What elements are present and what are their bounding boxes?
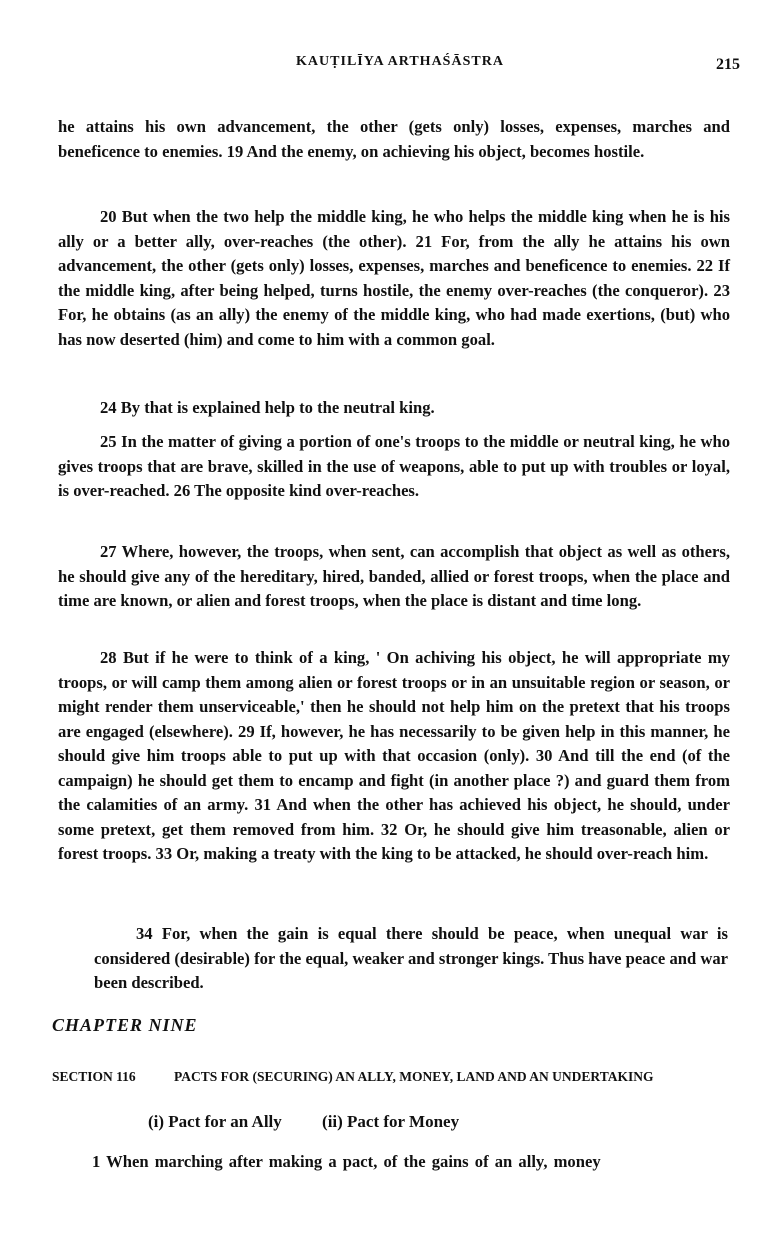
paragraph-27: 27 Where, however, the troops, when sent, can accomplish that object as well as others, he should give any of the hereditary, hired, banded, allied or forest troops, when the place and time are known, or alien and forest troops, when the place is distant and time long. (58, 542, 730, 610)
paragraph-25: 25 In the matter of giving a portion of one's troops to the middle or neutral king, he who gives troops that are brave, skilled in the use of weapons, able to put up with troubles or loyal, is over-reached. 26 The opposite kind over-reaches. (58, 432, 730, 500)
paragraph-28: 28 But if he were to think of a king, ' On achiving his object, he will appropriate my troops, or will camp them among alien or forest troops or in an unsuitable region or season, or might render them unserviceable,' then he should not help him on the pretext that his troops are engaged (elsewhere). 29 If, however, he has necessarily to be given help in this manner, he should give him troops able to put up with that occasion (only). 30 And till the end (of the campaign) he should get them to encamp and fight (in another place ?) and guard them from the calamities of an army. 31 And when the other has achieved his object, he should, under some pretext, get them removed from him. 32 Or, he should give him treasonable, alien or forest troops. 33 Or, making a treaty with the king to be attacked, he should over-reach him. (58, 648, 730, 863)
paragraph-continuation: he attains his own advancement, the other (gets only) losses, expenses, marches and beneficence to enemies. 19 And the enemy, on achieving his object, becomes hostile. (58, 117, 730, 161)
section-title: PACTS FOR (SECURING) AN ALLY, MONEY, LAND AND AN UNDERTAKING (174, 1069, 654, 1084)
section-heading (52, 1068, 672, 1085)
page-header (60, 54, 740, 78)
paragraph-20: 20 But when the two help the middle king, he who helps the middle king when he is his ally or a better ally, over-reaches (the other). 21 For, from the ally he attains his own advancement, the other (gets only) losses, expenses, marches and beneficence to enemies. 22 If the middle king, after being helped, turns hostile, the enemy over-reaches (the conqueror). 23 For, he obtains (as an ally) the enemy of the middle king, who had made exertions, (but) who has now deserted (him) and come to him with a common goal. (58, 207, 730, 349)
paragraph-24: 24 By that is explained help to the neutral king. (100, 398, 435, 417)
subheadings (148, 1112, 495, 1132)
section-label: SECTION 116 (52, 1069, 136, 1084)
paragraph-1: 1 When marching after making a pact, of the gains of an ally, money (92, 1152, 601, 1171)
paragraph-34: 34 For, when the gain is equal there should be peace, when unequal war is considered (desirable) for the equal, weaker and stronger kings. Thus have peace and war been described. (94, 924, 728, 992)
running-title: KAUṬILĪYA ARTHAŚĀSTRA (296, 54, 504, 69)
subheading-ally: (i) Pact for an Ally (148, 1112, 282, 1131)
subheading-money: (ii) Pact for Money (322, 1112, 460, 1131)
chapter-title: CHAPTER NINE (52, 1015, 198, 1035)
page-number: 215 (716, 56, 740, 73)
